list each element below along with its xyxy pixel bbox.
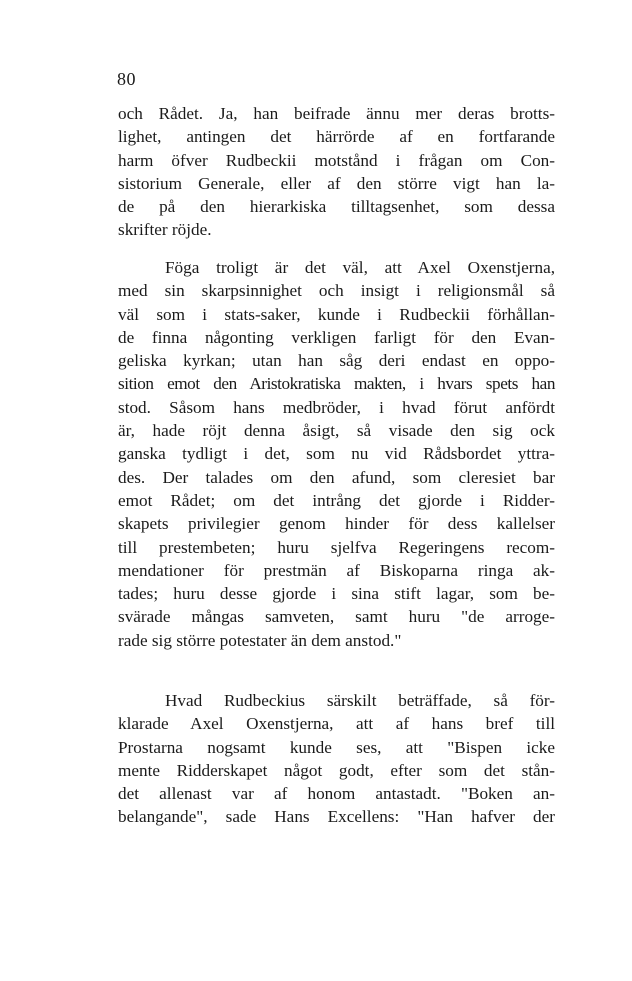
text-line: ganska tydligt i det, som nu vid Rådsbordet yttra- — [118, 444, 555, 464]
text-line: det allenast var af honom antastadt. "Boken an- — [118, 784, 555, 804]
text-line: mendationer för prestmän af Biskoparna ringa ak- — [118, 560, 555, 580]
paragraph-2 — [118, 256, 555, 652]
text-line: de finna någonting verkligen farligt för den Evan- — [118, 327, 555, 347]
text-line: och Rådet. Ja, han beifrade ännu mer deras brotts- — [118, 104, 555, 123]
text-line: klarade Axel Oxenstjerna, att af hans bref till — [118, 714, 555, 734]
text-line: emot Rådet; om det intrång det gjorde i Ridder- — [118, 490, 555, 510]
text-line: skrifter röjde. — [118, 220, 212, 240]
text-line: sistorium Generale, eller af den större vigt han la- — [118, 173, 555, 193]
text-line: rade sig större potestater än dem anstod." — [118, 630, 402, 650]
page-number: 80 — [117, 69, 136, 89]
paragraph-1 — [118, 102, 555, 242]
text-line: belangande", sade Hans Excellens: "Han hafver der — [118, 807, 555, 827]
text-line: des. Der talades om den afund, som cleresiet bar — [118, 467, 555, 487]
text-line: geliska kyrkan; utan han såg deri endast en oppo- — [118, 351, 555, 371]
text-line: Prostarna nogsamt kunde ses, att "Bispen icke — [118, 737, 555, 757]
text-line: skapets privilegier genom hinder för dess kallelser — [118, 514, 555, 534]
text-line: till prestembeten; huru sjelfva Regeringens recom- — [118, 537, 555, 557]
text-line: Hvad Rudbeckius särskilt beträffade, så för- — [165, 691, 555, 710]
text-line: svärade mångas samveten, samt huru "de arroge- — [118, 607, 555, 627]
text-line: sition emot den Aristokratiska makten, i hvars spets han — [118, 374, 555, 394]
text-line: med sin skarpsinnighet och insigt i religionsmål så — [118, 281, 555, 301]
text-line: tades; huru desse gjorde i sina stift lagar, som be- — [118, 584, 555, 604]
text-line: Föga troligt är det väl, att Axel Oxenstjerna, — [165, 258, 555, 277]
text-line: lighet, antingen det härrörde af en fortfarande — [118, 127, 555, 147]
paragraph-3 — [118, 689, 555, 829]
text-line: de på den hierarkiska tilltagsenhet, som dessa — [118, 197, 555, 217]
text-line: väl som i stats-saker, kunde i Rudbeckii förhållan- — [118, 304, 555, 324]
text-line: stod. Såsom hans medbröder, i hvad förut anfördt — [118, 397, 555, 417]
text-line: mente Ridderskapet något godt, efter som det stån- — [118, 760, 555, 780]
text-line: är, hade röjt denna åsigt, så visade den sig ock — [118, 421, 555, 441]
text-line: harm öfver Rudbeckii motstånd i frågan om Con- — [118, 150, 555, 170]
